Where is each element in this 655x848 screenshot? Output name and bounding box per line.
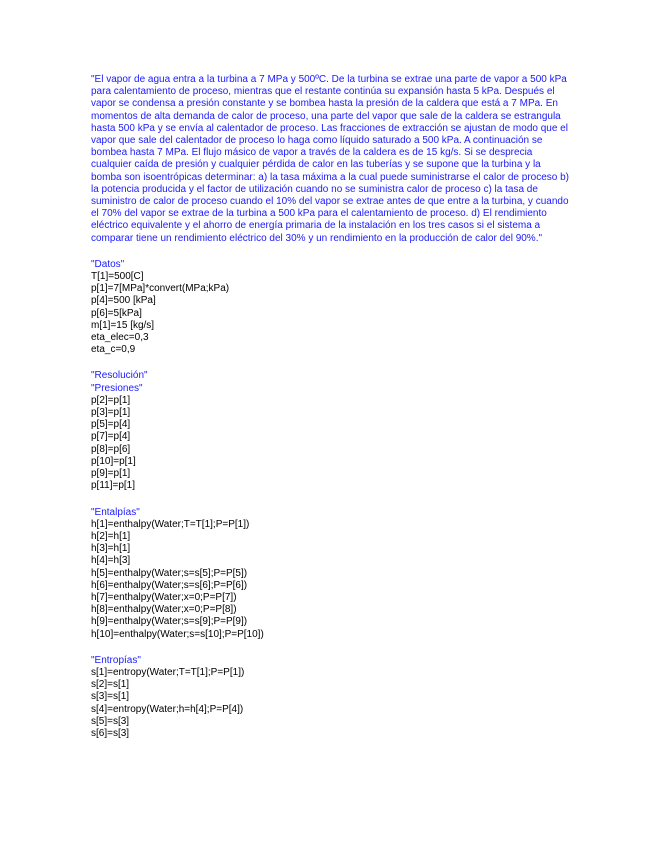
datos-line: T[1]=500[C] <box>91 271 144 283</box>
datos-line: m[1]=15 [kg/s] <box>91 319 155 331</box>
datos-line: p[4]=500 [kPa] <box>91 295 156 307</box>
entalpias-line: h[8]=enthalpy(Water;x=0;P=P[8]) <box>91 604 237 616</box>
entropias-line: s[6]=s[3] <box>91 727 130 739</box>
entalpias-section <box>91 507 571 641</box>
resolucion-section <box>91 370 571 492</box>
datos-line: eta_c=0,9 <box>91 344 136 356</box>
entalpias-title: "Entalpías" <box>91 506 140 518</box>
entalpias-line: h[1]=enthalpy(Water;T=T[1];P=P[1]) <box>91 518 250 530</box>
presiones-line: p[9]=p[1] <box>91 468 131 480</box>
entropias-line: s[3]=s[1] <box>91 691 130 703</box>
problem-statement: "El vapor de agua entra a la turbina a 7 MPa y 500ºC. De la turbina se extrae una parte de vapor a 500 kPa para calentamiento de proceso, mientras que el restante continúa su expansión hasta 5 kPa. Después el vapor se condensa a presión constante y se bombea hasta la presión de la caldera que está a 7 MPa. En momentos de alta demanda de calor de proceso, una parte del vapor que sale de la caldera se estrangula hasta 500 kPa y se envía al calentador de proceso. Las fracciones de extracción se ajustan de modo que el vapor que sale del calentador de proceso lo haga como líquido saturado a 500 kPa. A continuación se bombea hasta 7 MPa. El flujo másico de vapor a través de la caldera es de 15 kg/s. Si se desprecia cualquier caída de presión y cualquier pérdida de calor en las tuberías y se supone que la turbina y la bomba son isoentrópicas determinar: a) la tasa máxima a la cual puede suministrarse el calor de proceso b) la potencia producida y el factor de utilización cuando no se suministra calor de proceso c) la tasa de suministro de calor de proceso cuando el 10% del vapor se extrae antes de que entre a la turbina, y cuando el 70% del vapor se extrae de la turbina a 500 kPa para el calentamiento de proceso. d) El rendimiento eléctrico equivalente y el ahorro de energía primaria de la instalación en los tres casos si el sistema a comparar tiene un rendimiento eléctrico del 30% y un rendimiento en la producción de calor del 90%." <box>91 74 570 244</box>
presiones-line: p[11]=p[1] <box>91 480 136 492</box>
presiones-line: p[8]=p[6] <box>91 443 131 455</box>
datos-title: "Datos" <box>91 258 125 270</box>
entalpias-line: h[9]=enthalpy(Water;s=s[9];P=P[9]) <box>91 616 248 628</box>
presiones-title: "Presiones" <box>91 382 143 394</box>
entalpias-line: h[4]=h[3] <box>91 555 131 567</box>
entalpias-line: h[10]=enthalpy(Water;s=s[10];P=P[10]) <box>91 628 264 640</box>
document-content <box>91 74 571 740</box>
entalpias-line: h[3]=h[1] <box>91 543 131 555</box>
entalpias-line: h[2]=h[1] <box>91 530 131 542</box>
presiones-line: p[10]=p[1] <box>91 455 136 467</box>
entropias-line: s[1]=entropy(Water;T=T[1];P=P[1]) <box>91 666 245 678</box>
presiones-line: p[5]=p[4] <box>91 419 131 431</box>
entalpias-line: h[7]=enthalpy(Water;x=0;P=P[7]) <box>91 591 237 603</box>
presiones-line: p[3]=p[1] <box>91 407 131 419</box>
datos-section <box>91 259 571 357</box>
resolucion-title: "Resolución" <box>91 370 148 382</box>
presiones-line: p[7]=p[4] <box>91 431 131 443</box>
datos-line: p[6]=5[kPa] <box>91 307 142 319</box>
datos-line: p[1]=7[MPa]*convert(MPa;kPa) <box>91 283 230 295</box>
entropias-title: "Entropías" <box>91 654 141 666</box>
entalpias-line: h[5]=enthalpy(Water;s=s[5];P=P[5]) <box>91 567 248 579</box>
entropias-line: s[4]=entropy(Water;h=h[4];P=P[4]) <box>91 703 244 715</box>
entalpias-line: h[6]=enthalpy(Water;s=s[6];P=P[6]) <box>91 579 248 591</box>
entropias-line: s[5]=s[3] <box>91 715 130 727</box>
presiones-line: p[2]=p[1] <box>91 394 131 406</box>
datos-line: eta_elec=0,3 <box>91 332 149 344</box>
entropias-section <box>91 655 571 740</box>
entropias-line: s[2]=s[1] <box>91 679 130 691</box>
